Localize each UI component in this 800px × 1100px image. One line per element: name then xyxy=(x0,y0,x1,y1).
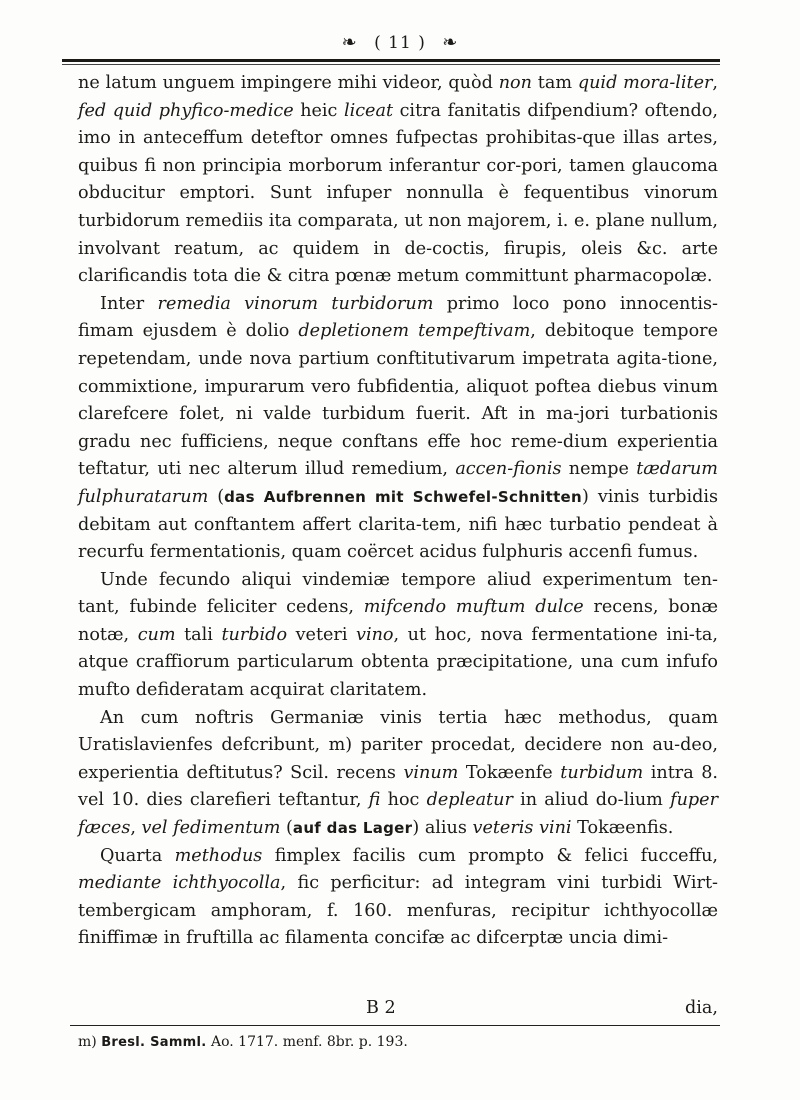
italic-phrase: turbidum xyxy=(560,762,644,783)
text-run: tali xyxy=(175,624,222,645)
italic-phrase: fi xyxy=(368,790,381,811)
text-run: ( xyxy=(280,818,293,839)
header-rule xyxy=(62,59,720,62)
text-run: , xyxy=(130,818,142,839)
text-run: , ut hoc, nova fermentatione ini-ta, atque craffiorum particularum obtenta præcipitatione, una cum infufo mufto defideratam acquirat claritatem. xyxy=(78,624,719,701)
paragraph-3 xyxy=(78,567,718,705)
text-run: Inter xyxy=(100,293,158,314)
footnote-citation: Ao. 1717. menf. 8br. p. 193. xyxy=(210,1034,408,1050)
paragraph-1 xyxy=(78,70,718,291)
text-run: Tokæenfis. xyxy=(571,818,674,839)
text-run: ( xyxy=(208,486,225,507)
text-run: fimplex facilis cum prompto & felici fucceffu, xyxy=(262,845,719,866)
text-run: heic xyxy=(293,100,344,121)
page-number: ( 11 ) xyxy=(374,33,426,53)
italic-phrase: vino xyxy=(356,624,394,645)
footnote-source: Bresl. Samml. xyxy=(101,1035,207,1050)
text-run: ne latum unguem impingere mihi videor, quòd xyxy=(78,73,499,93)
text-run: recens, bonæ notæ, xyxy=(78,597,718,645)
footnote xyxy=(78,1032,408,1053)
paragraph-5 xyxy=(78,843,718,953)
text-run: Quarta xyxy=(100,845,175,866)
italic-phrase: vel fedimentum xyxy=(141,818,281,839)
catchword: dia, xyxy=(685,998,718,1018)
text-run: veteri xyxy=(287,624,357,645)
italic-phrase: vinum xyxy=(403,762,459,783)
text-run: An cum noftris Germaniæ vinis tertia hæc methodus, quam Uratislavienfes defcribunt, m) pariter procedat, decidere non au-deo, experientia deftitutus? Scil. recens xyxy=(78,707,718,783)
text-run: ) alius xyxy=(412,818,473,839)
text-run: , xyxy=(712,73,719,93)
text-run: , debitoque tempore repetendam, unde nova partium conftitutivarum impetrata agita-tione, commixtione, impurarum vero fubfidentia, aliquot poftea diebus vinum clarefcere folet, ni valde turbidum fuerit. Aft in ma-jori turbationis gradu nec fufficiens, neque conftans effe hoc reme-dium experientia teftatur, uti nec alterum illud remedium, xyxy=(78,321,718,480)
text-run: in aliud do-lium xyxy=(512,790,671,811)
text-run: tam xyxy=(531,73,578,93)
italic-phrase: depleatur xyxy=(426,790,513,811)
body-text xyxy=(78,70,718,953)
page-header xyxy=(0,32,800,53)
italic-phrase: liceat xyxy=(343,100,394,121)
italic-phrase: veteris vini xyxy=(472,818,572,839)
fraktur-gloss: das Aufbrennen mit Schwefel-Schnitten xyxy=(224,487,582,506)
text-run: citra fanitatis difpendium? oftendo, imo in anteceffum deteftor omnes fufpectas prohibitas-que illas artes, quibus fi non principia morborum inferantur cor-pori, tamen glaucoma obducitur emptori. Sunt infuper nonnulla è fequentibus vinorum turbidorum remediis ita comparata, ut non majorem, i. e. plane nullum, involvant reatum, ac quidem in de-coctis, firupis, oleis &c. arte clarificandis tota die & citra pœnæ metum committunt pharmacopolæ. xyxy=(78,100,718,287)
paragraph-4 xyxy=(78,705,718,843)
italic-phrase: non xyxy=(498,73,532,93)
signature-mark: B 2 xyxy=(366,998,396,1018)
italic-phrase: depletionem tempeftivam xyxy=(298,321,531,342)
italic-phrase: mediante ichthyocolla xyxy=(78,873,281,894)
italic-phrase: methodus xyxy=(174,845,263,866)
text-run: primo loco pono innocentis-fimam ejusdem è dolio xyxy=(78,293,718,342)
text-run: , fic perficitur: ad integram vini turbidi Wirt-tembergicam amphoram, f. 160. menfuras, recipitur ichthyocollæ finiffimæ in fruftilla ac filamenta concifæ ac difcerptæ uncia dimi- xyxy=(78,873,718,949)
italic-phrase: turbido xyxy=(221,624,288,645)
text-run: hoc xyxy=(380,790,427,811)
fraktur-gloss: auf das Lager xyxy=(292,819,413,838)
text-run: nempe xyxy=(561,459,637,480)
italic-phrase: cum xyxy=(137,624,176,645)
italic-phrase: fed quid phyfico-medice xyxy=(78,100,294,121)
right-fleuron-icon: ❧ xyxy=(442,32,459,53)
text-run: Unde fecundo aliqui vindemiæ tempore aliud experimentum ten-tant, fubinde feliciter cedens, xyxy=(78,569,718,618)
italic-phrase: accen-fionis xyxy=(455,459,562,480)
footnote-rule xyxy=(70,1025,720,1026)
italic-phrase: tædarum fulphuratarum xyxy=(78,459,718,507)
text-run: Tokæenfe xyxy=(458,762,561,783)
footnote-mark: m) xyxy=(78,1034,97,1050)
italic-phrase: remedia vinorum turbidorum xyxy=(157,293,434,314)
italic-phrase: mifcendo muftum dulce xyxy=(363,597,584,618)
left-fleuron-icon: ❧ xyxy=(341,32,358,53)
text-run: ) vinis turbidis debitam aut conftantem affert clarita-tem, nifi hæc turbatio pendeat à recurfu fermentationis, quam coërcet acidus fulphuris accenfi fumus. xyxy=(78,486,718,563)
italic-phrase: quid mora-liter xyxy=(577,73,713,93)
paragraph-2 xyxy=(78,291,718,567)
italic-phrase: fuper fæces xyxy=(78,790,718,839)
text-run: intra 8. vel 10. dies clarefieri teftantur, xyxy=(78,762,719,811)
